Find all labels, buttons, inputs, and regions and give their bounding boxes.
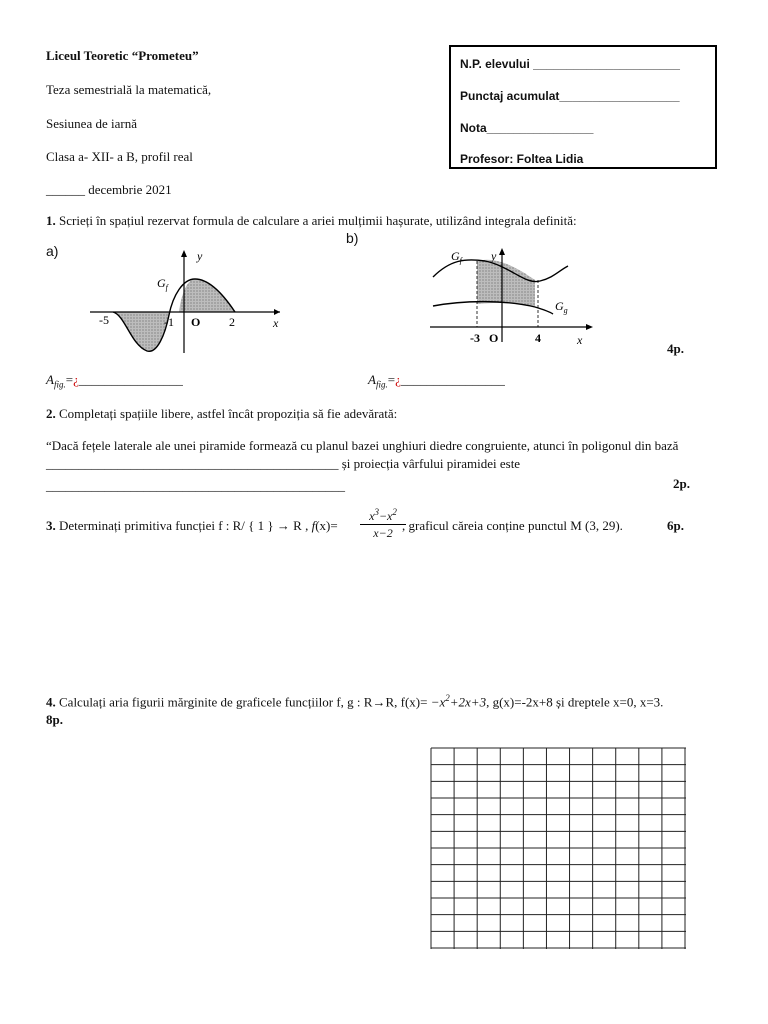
q3-text-end: , graficul căreia conține punctul M (3, 29). bbox=[402, 518, 623, 533]
score-field[interactable]: Punctaj acumulat__________________ bbox=[460, 89, 680, 103]
figure-label-b: b) bbox=[346, 230, 359, 246]
figure-label-a: a) bbox=[46, 243, 59, 259]
label-gf: $G_f$ bbox=[157, 276, 168, 292]
label-x: x bbox=[577, 333, 583, 347]
label-gf: $G_f$ bbox=[451, 249, 462, 265]
graph-a bbox=[85, 245, 290, 357]
exam-title: Teza semestrială la matematică, bbox=[46, 82, 212, 97]
tick-minus-3: -3 bbox=[470, 331, 480, 345]
question-3: 3. Determinați primitiva funcției f : R/ { 1 } → R , f(x)= bbox=[46, 518, 338, 533]
question-4: 4. Calculați aria figurii mărginite de graficele funcțiilor f, g : R→R, $f(x)= -x^2+2x+3$, g(x)=-2x+8 și dreptele x=0, x=3. bbox=[46, 693, 664, 710]
tick-minus-5: -5 bbox=[99, 313, 109, 327]
q2-line2: _____________________________________________ și proiecția vârfului piramidei este bbox=[46, 456, 521, 471]
points-q4: 8p. bbox=[46, 712, 63, 727]
q2-blank-1[interactable]: _____________________________________________ bbox=[46, 456, 339, 471]
area-formula-a[interactable]: $A_{fig.}=¿\_\_\_\_\_\_\_\_\_\_\_\_\_\_\_\_$ bbox=[46, 372, 183, 390]
origin-label: O bbox=[191, 315, 201, 329]
grade-field[interactable]: Nota________________ bbox=[460, 121, 594, 135]
label-x: x bbox=[273, 316, 279, 330]
exam-date: ______ decembrie 2021 bbox=[46, 182, 172, 197]
question-number: 1. bbox=[46, 213, 56, 228]
school-name: Liceul Teoretic “Prometeu” bbox=[46, 48, 199, 63]
graph-b bbox=[425, 240, 600, 350]
area-formula-b[interactable]: $A_{fig.}=¿\_\_\_\_\_\_\_\_\_\_\_\_\_\_\_\_$ bbox=[368, 372, 505, 390]
student-name-field[interactable]: N.P. elevului ______________________ bbox=[460, 57, 680, 71]
tick-minus-1: -1 bbox=[164, 315, 174, 329]
tick-4: 4 bbox=[535, 331, 541, 345]
points-q2: 2p. bbox=[673, 476, 690, 491]
session: Sesiunea de iarnă bbox=[46, 116, 137, 131]
question-1 bbox=[46, 213, 577, 229]
q2-sentence: “Dacă fețele laterale ale unei piramide formează cu planul bazei unghiuri diedre congruiente, atunci în poligonul din bază bbox=[46, 438, 679, 453]
question-text: Scrieți în spațiul rezervat formula de calculare a ariei mulțimii hașurate, utilizând integrala definită: bbox=[59, 213, 577, 228]
points-q3: 6p. bbox=[667, 518, 684, 533]
shaded-region bbox=[477, 260, 535, 307]
label-gg: $G_g$ bbox=[555, 299, 568, 315]
q2-blank-2[interactable]: ______________________________________________ bbox=[46, 478, 345, 493]
origin-label: O bbox=[489, 331, 499, 345]
shaded-region-upper bbox=[179, 279, 235, 312]
points-q1: 4p. bbox=[667, 341, 684, 356]
q3-fraction: $x^3-x^2$ x−2 bbox=[360, 505, 406, 540]
label-y: y bbox=[197, 249, 203, 263]
grid-paper[interactable] bbox=[430, 747, 688, 951]
question-2: 2. Completați spațiile libere, astfel încât propoziția să fie adevărată: bbox=[46, 406, 398, 421]
student-info-box bbox=[449, 45, 717, 169]
teacher-name: Profesor: Foltea Lidia bbox=[460, 152, 584, 166]
label-y: y bbox=[491, 249, 497, 263]
class-info: Clasa a- XII- a B, profil real bbox=[46, 149, 193, 164]
tick-2: 2 bbox=[229, 315, 235, 329]
